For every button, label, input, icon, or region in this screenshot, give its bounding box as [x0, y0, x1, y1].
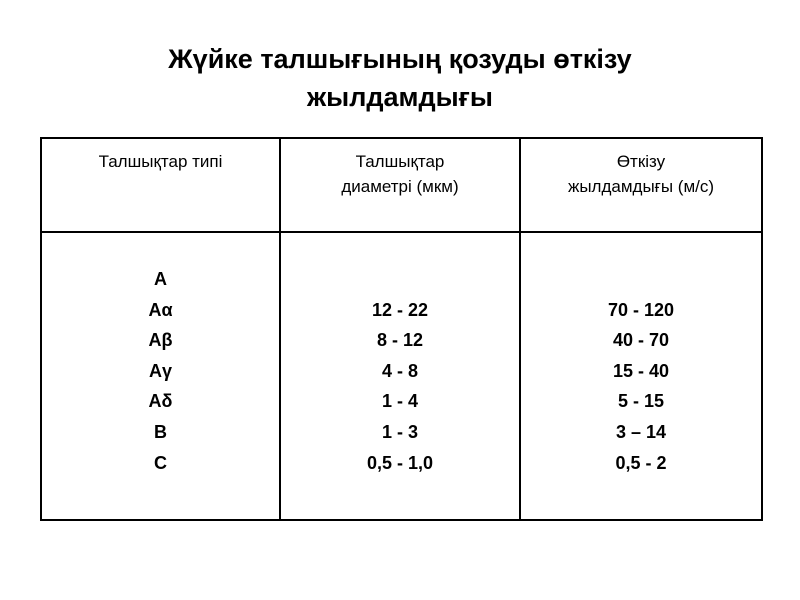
header-conduction-speed: [520, 138, 762, 232]
speed-value: 5 - 15: [617, 391, 665, 412]
speed-value: 15 - 40: [612, 360, 670, 381]
title-line-2: жылдамдығы: [307, 82, 493, 112]
header-fiber-diameter: [280, 138, 520, 232]
conduction-speed-cell: [520, 232, 762, 520]
fiber-type-value: B: [154, 421, 167, 442]
fiber-type-cell: [41, 232, 280, 520]
fiber-type-value: A: [154, 269, 167, 289]
table-header-row: [41, 138, 762, 232]
diameter-value: 0,5 - 1,0: [366, 452, 434, 473]
fiber-type-value: C: [154, 452, 167, 473]
header-fiber-type: [41, 138, 280, 232]
speed-value: 70 - 120: [607, 299, 675, 320]
fiber-type-value: Aβ: [148, 330, 173, 351]
diameter-value: 1 - 3: [381, 421, 419, 442]
diameter-value: [282, 264, 518, 295]
header-fiber-type-line: Талшықтар типі: [98, 152, 223, 171]
table-row: [41, 232, 762, 520]
diameter-value: 8 - 12: [376, 330, 424, 351]
header-diameter-line-1: Талшықтар: [355, 152, 445, 171]
header-diameter-line-2: диаметрі (мкм): [341, 177, 459, 196]
fiber-type-value: Aδ: [148, 391, 173, 412]
speed-value: [522, 264, 760, 295]
header-speed-line-2: жылдамдығы (м/с): [567, 177, 715, 196]
fiber-diameter-cell: [280, 232, 520, 520]
header-speed-line-1: Өткізу: [616, 152, 666, 171]
diameter-value: 1 - 4: [381, 391, 419, 412]
diameter-value: 12 - 22: [371, 299, 429, 320]
page-title: [0, 40, 800, 116]
fiber-type-value: Aα: [148, 299, 173, 320]
fiber-conduction-table: [40, 137, 763, 521]
speed-value: 0,5 - 2: [615, 452, 667, 473]
speed-value: 3 – 14: [615, 421, 667, 442]
fiber-type-value: Aγ: [148, 360, 172, 381]
title-line-1: Жүйке талшығының қозуды өткізу: [168, 44, 632, 74]
speed-value: 40 - 70: [612, 330, 670, 351]
diameter-value: 4 - 8: [381, 360, 419, 381]
